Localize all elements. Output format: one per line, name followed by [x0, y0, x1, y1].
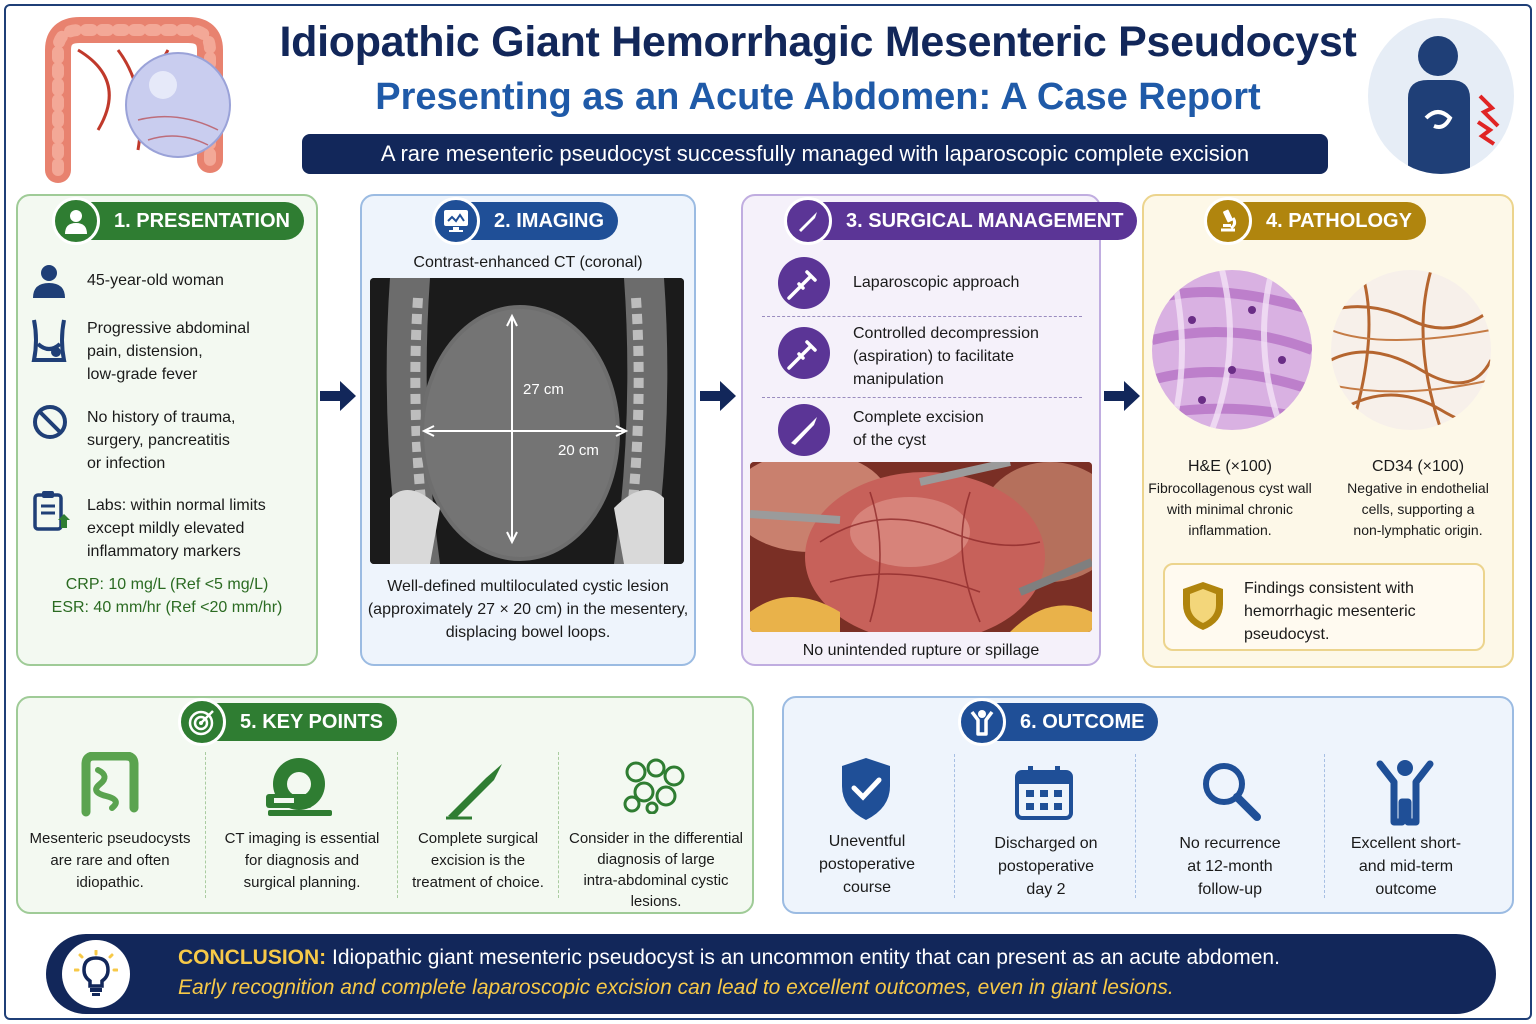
shield-check-icon: [838, 756, 894, 827]
presentation-labs: Labs: within normal limits except mildly elevated inflammatory markers: [87, 497, 266, 560]
syringe-icon: [777, 326, 831, 385]
pathology-finding: Findings consistent with hemorrhagic mesenteric pseudocyst.: [1244, 580, 1416, 643]
surgery-step-2: Controlled decompression (aspiration) to facilitate manipulation: [853, 325, 1039, 388]
magnifier-icon: [1200, 760, 1262, 827]
divider: [1135, 754, 1136, 898]
person-arms-up-icon: [958, 698, 1006, 746]
outcome-heading: 6. OUTCOME: [962, 703, 1158, 741]
he-findings: H&E (×100) Fibrocollagenous cyst wall with minimal chronic inflammation.: [1148, 458, 1312, 538]
syringe-icon: [777, 256, 831, 315]
esr-value: ESR: 40 mm/hr (Ref <20 mm/hr): [51, 599, 283, 616]
person-icon: [30, 264, 68, 303]
calendar-icon: [1014, 764, 1074, 827]
abdominal-pain-icon: [1368, 18, 1514, 174]
surgery-step-3: Complete excision of the cyst: [853, 409, 984, 449]
surgery-caption: No unintended rupture or spillage: [802, 642, 1040, 659]
ct-scanner-icon: [262, 756, 336, 823]
conclusion-banner: [46, 934, 1496, 1014]
surgical-heading: 3. SURGICAL MANAGEMENT: [788, 202, 1137, 240]
ct-scan-image: [370, 278, 684, 564]
scalpel-icon: [784, 197, 832, 245]
imaging-heading: 2. IMAGING: [436, 202, 618, 240]
divider: [558, 752, 559, 898]
monitor-icon: [432, 197, 480, 245]
shield-icon: [1180, 580, 1226, 637]
key-point-2: CT imaging is essential for diagnosis and surgical planning.: [224, 830, 380, 891]
divider: [1324, 754, 1325, 898]
ct-caption: Contrast-enhanced CT (coronal): [413, 254, 643, 271]
divider: [205, 752, 206, 898]
colon-cyst-illustration: [28, 10, 238, 188]
microscope-icon: [1204, 197, 1252, 245]
ct-horizontal-measure: 20 cm: [558, 442, 599, 459]
main-title: Idiopathic Giant Hemorrhagic Mesenteric Pseudocyst: [279, 18, 1357, 66]
key-point-1: Mesenteric pseudocysts are rare and often idiopathic.: [29, 830, 191, 891]
no-symbol-icon: [32, 404, 68, 445]
abdomen-icon: [30, 318, 68, 367]
presentation-age: 45-year-old woman: [87, 272, 224, 289]
conclusion-line-1: CONCLUSION: Idiopathic giant mesenteric pseudocyst is an uncommon entity that can present as an acute abdomen.: [178, 946, 1280, 969]
ct-vertical-measure: 27 cm: [523, 381, 564, 398]
outcome-1: Uneventful postoperative course: [818, 833, 916, 896]
clipboard-icon: [32, 490, 70, 537]
key-points-heading: 5. KEY POINTS: [182, 703, 397, 741]
patient-icon: [52, 197, 100, 245]
key-point-4: Consider in the differential diagnosis of large intra-abdominal cystic lesions.: [569, 830, 743, 910]
arrow-right-icon: [318, 376, 358, 416]
presentation-history: No history of trauma, surgery, pancreatitis or infection: [87, 409, 236, 472]
key-point-3: Complete surgical excision is the treatment of choice.: [412, 830, 544, 891]
divider: [762, 316, 1082, 317]
cd34-stain-image: [1331, 270, 1491, 430]
imaging-description: Well-defined multiloculated cystic lesion (approximately 27 × 20 cm) in the mesentery, displacing bowel loops.: [367, 578, 689, 641]
arrow-right-icon: [1102, 376, 1142, 416]
conclusion-line-2: Early recognition and complete laparoscopic excision can lead to excellent outcomes, even in giant lesions.: [178, 976, 1174, 999]
scalpel-icon: [777, 403, 831, 462]
outcome-3: No recurrence at 12-month follow-up: [1179, 835, 1281, 898]
person-arms-up-icon: [1374, 758, 1436, 831]
presentation-heading: 1. PRESENTATION: [56, 202, 304, 240]
tagline-banner: A rare mesenteric pseudocyst successfully managed with laparoscopic complete excision: [302, 134, 1328, 174]
cd34-findings: CD34 (×100) Negative in endothelial cells, supporting a non-lymphatic origin.: [1347, 458, 1489, 538]
main-subtitle: Presenting as an Acute Abdomen: A Case Report: [375, 76, 1261, 118]
outcome-2: Discharged on postoperative day 2: [994, 835, 1098, 898]
divider: [762, 397, 1082, 398]
he-stain-image: [1152, 270, 1312, 430]
pathology-heading: 4. PATHOLOGY: [1208, 202, 1426, 240]
target-icon: [178, 698, 226, 746]
cells-icon: [622, 758, 686, 819]
outcome-4: Excellent short- and mid-term outcome: [1350, 835, 1462, 898]
laparoscopic-photo: [750, 462, 1092, 632]
intestine-icon: [76, 752, 142, 823]
presentation-symptoms: Progressive abdominal pain, distension, low-grade fever: [87, 320, 250, 383]
lightbulb-icon: [62, 940, 130, 1008]
crp-value: CRP: 10 mg/L (Ref <5 mg/L): [65, 576, 269, 593]
arrow-right-icon: [698, 376, 738, 416]
scalpel-icon: [442, 760, 510, 825]
divider: [954, 754, 955, 898]
surgery-step-1: Laparoscopic approach: [853, 274, 1020, 291]
